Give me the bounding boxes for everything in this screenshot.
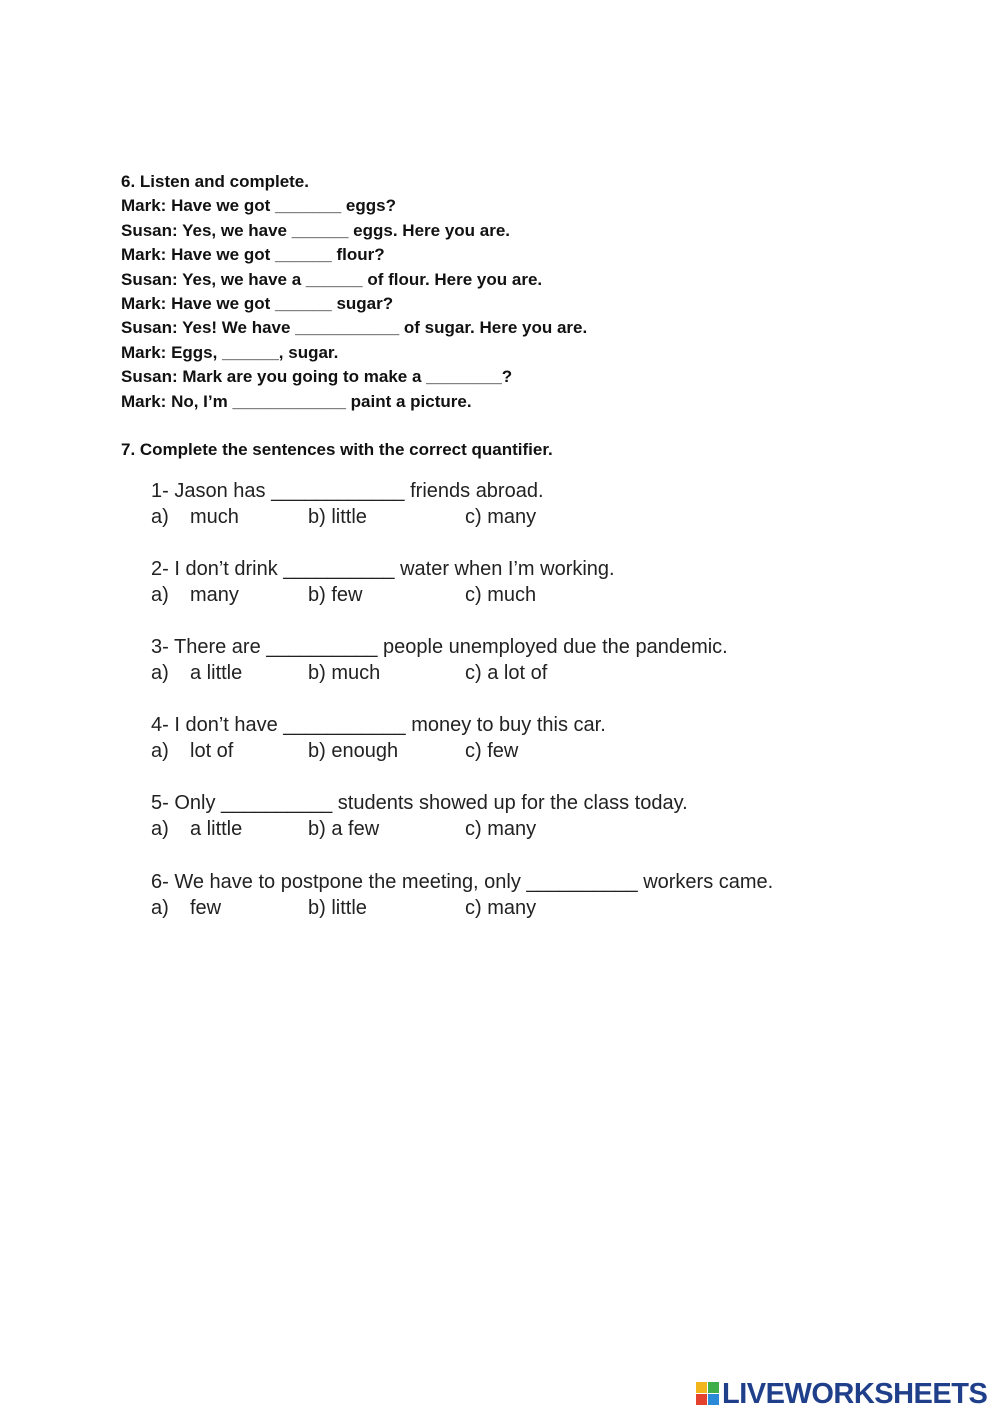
logo-tile bbox=[708, 1382, 719, 1393]
answer-options bbox=[151, 504, 951, 530]
dialogue-line: Susan: Yes, we have a ______ of flour. Here you are. bbox=[121, 269, 543, 289]
dialogue-line: Susan: Mark are you going to make a ________? bbox=[121, 367, 513, 387]
logo-wordmark: LIVEWORKSHEETS bbox=[722, 1377, 988, 1410]
option-b[interactable]: b) much bbox=[308, 662, 381, 684]
quantifier-question-2 bbox=[151, 556, 951, 608]
liveworksheets-logo[interactable] bbox=[696, 1376, 987, 1412]
quantifier-question-5 bbox=[151, 790, 951, 842]
question-text: 2- I don’t drink __________ water when I’m working. bbox=[151, 558, 615, 580]
option-b[interactable]: b) little bbox=[308, 897, 367, 919]
dialogue-line: Mark: Have we got ______ flour? bbox=[121, 245, 385, 265]
answer-options bbox=[151, 582, 951, 608]
option-a[interactable]: few bbox=[190, 897, 222, 919]
dialogue-line: Mark: Eggs, ______, sugar. bbox=[121, 342, 339, 362]
liveworksheets-logo-icon bbox=[696, 1382, 720, 1406]
option-a[interactable]: lot of bbox=[190, 740, 234, 762]
logo-tile bbox=[696, 1394, 707, 1405]
quantifier-question-4 bbox=[151, 712, 951, 764]
dialogue-line: Mark: Have we got ______ sugar? bbox=[121, 293, 394, 313]
exercise-7-heading: 7. Complete the sentences with the correct quantifier. bbox=[121, 440, 553, 459]
option-c[interactable]: c) many bbox=[465, 506, 537, 528]
option-a[interactable]: a little bbox=[190, 818, 243, 840]
option-b[interactable]: b) little bbox=[308, 506, 367, 528]
logo-tile bbox=[708, 1394, 719, 1405]
option-b[interactable]: b) a few bbox=[308, 818, 380, 840]
answer-options bbox=[151, 660, 951, 686]
exercise-6-listen-and-complete bbox=[121, 170, 941, 414]
question-text: 6- We have to postpone the meeting, only __________ workers came. bbox=[151, 871, 774, 893]
answer-options bbox=[151, 738, 951, 764]
dialogue-line: Mark: No, I’m ____________ paint a picture. bbox=[121, 391, 472, 411]
dialogue-line: Susan: Yes, we have ______ eggs. Here you are. bbox=[121, 220, 511, 240]
question-text: 4- I don’t have ___________ money to buy this car. bbox=[151, 714, 606, 736]
option-a-letter: a) bbox=[151, 740, 169, 762]
option-b[interactable]: b) enough bbox=[308, 740, 399, 762]
option-a-letter: a) bbox=[151, 897, 169, 919]
logo-tile bbox=[696, 1382, 707, 1393]
exercise-6-heading: 6. Listen and complete. bbox=[121, 172, 309, 191]
dialogue-line: Mark: Have we got _______ eggs? bbox=[121, 196, 396, 216]
quantifier-question-3 bbox=[151, 634, 951, 686]
option-b[interactable]: b) few bbox=[308, 584, 363, 606]
dialogue-line: Susan: Yes! We have ___________ of sugar. Here you are. bbox=[121, 318, 588, 338]
option-a[interactable]: much bbox=[190, 506, 239, 528]
quantifier-question-1 bbox=[151, 478, 951, 530]
option-a-letter: a) bbox=[151, 662, 169, 684]
option-c[interactable]: c) a lot of bbox=[465, 662, 548, 684]
answer-options bbox=[151, 816, 951, 842]
question-text: 1- Jason has ____________ friends abroad. bbox=[151, 480, 544, 502]
quantifier-question-6 bbox=[151, 869, 951, 921]
option-c[interactable]: c) many bbox=[465, 818, 537, 840]
question-text: 3- There are __________ people unemployed due the pandemic. bbox=[151, 636, 728, 658]
option-a[interactable]: many bbox=[190, 584, 239, 606]
option-a-letter: a) bbox=[151, 506, 169, 528]
option-a[interactable]: a little bbox=[190, 662, 243, 684]
option-c[interactable]: c) many bbox=[465, 897, 537, 919]
answer-options bbox=[151, 895, 951, 921]
option-c[interactable]: c) few bbox=[465, 740, 519, 762]
option-a-letter: a) bbox=[151, 584, 169, 606]
option-a-letter: a) bbox=[151, 818, 169, 840]
option-c[interactable]: c) much bbox=[465, 584, 537, 606]
question-text: 5- Only __________ students showed up for the class today. bbox=[151, 792, 688, 814]
